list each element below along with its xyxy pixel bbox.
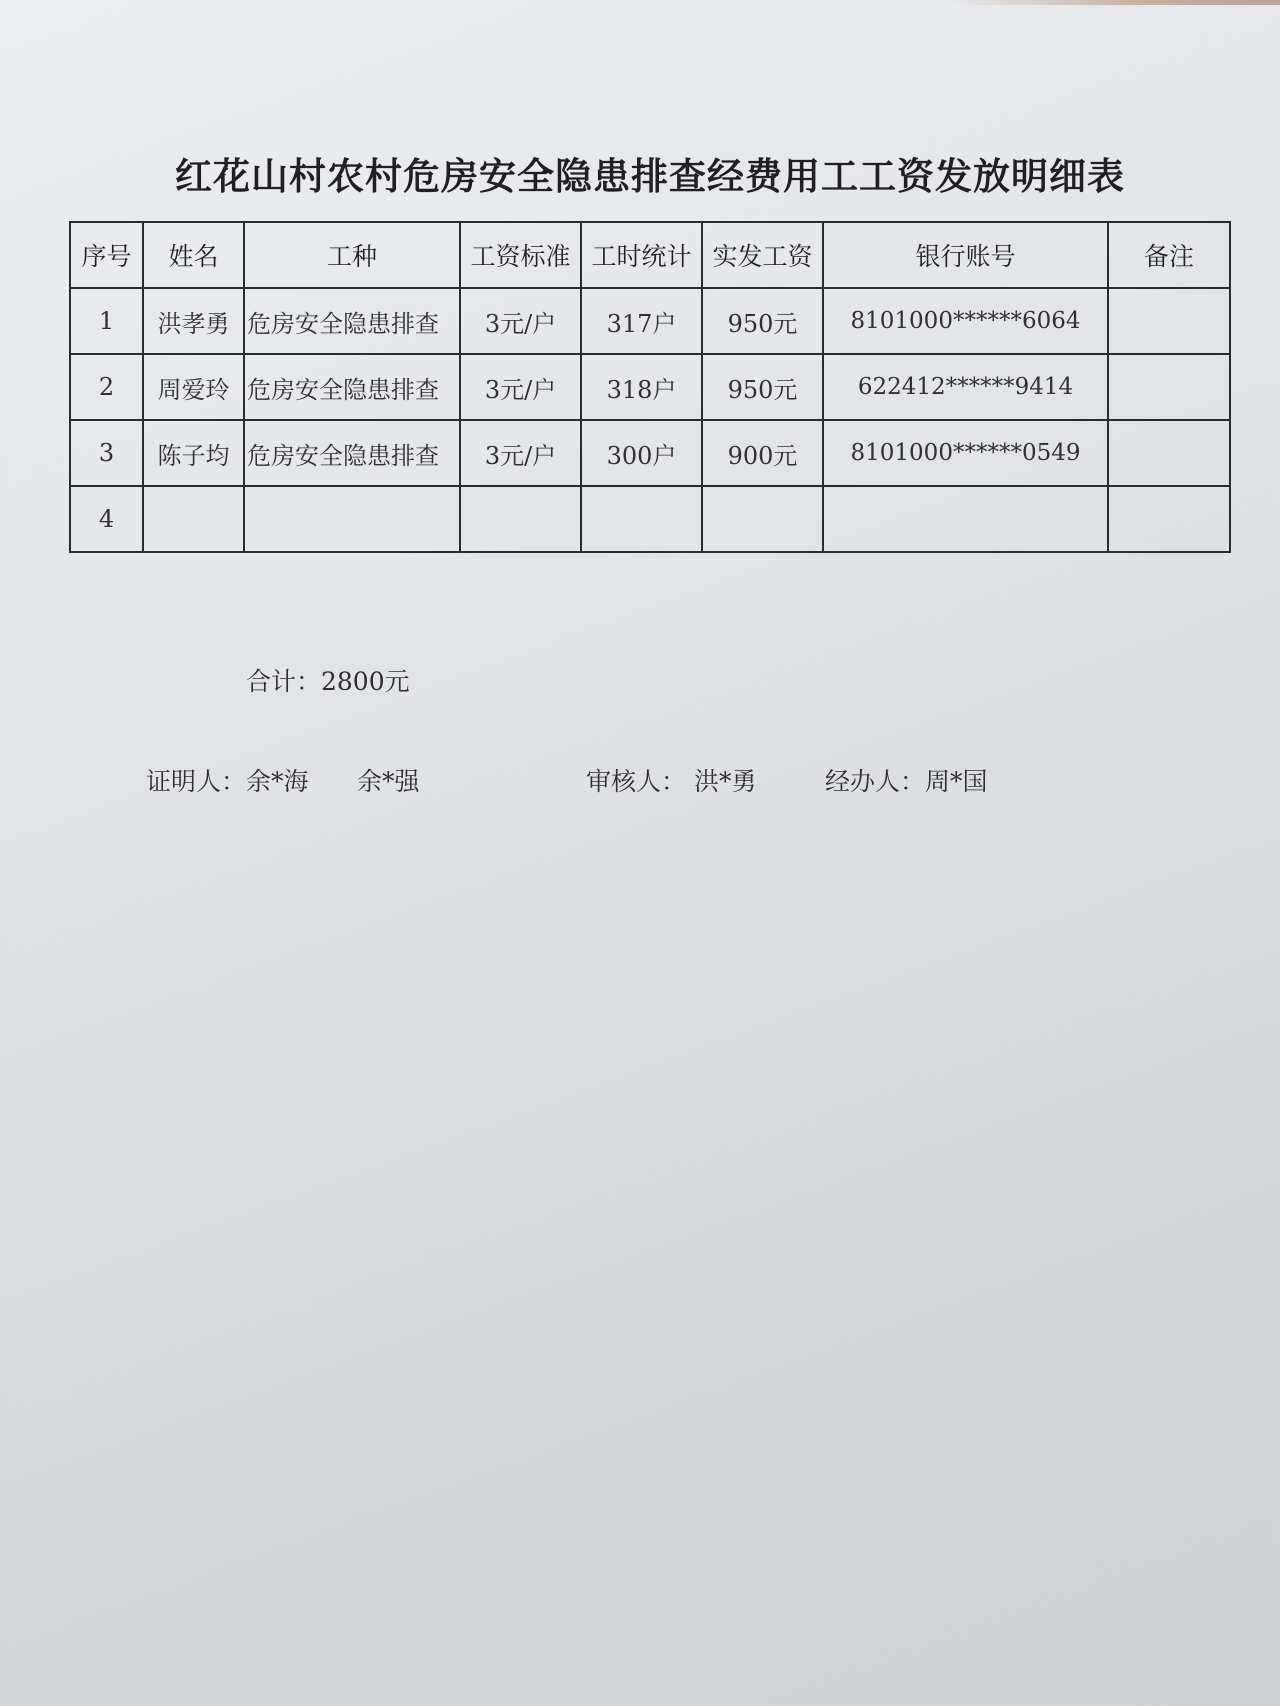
cell-hours xyxy=(581,486,702,552)
cell-hours: 317户 xyxy=(581,288,702,354)
header-cell-pay: 实发工资 xyxy=(702,222,823,288)
cell-job: 危房安全隐患排查 xyxy=(244,420,460,486)
cell-name: 周爱玲 xyxy=(143,354,244,420)
cell-rate: 3元/户 xyxy=(460,420,581,486)
cell-account: 622412******9414 xyxy=(823,354,1108,420)
cell-name: 洪孝勇 xyxy=(143,288,244,354)
cell-account xyxy=(823,486,1108,552)
header-cell-name: 姓名 xyxy=(143,222,244,288)
cell-rate: 3元/户 xyxy=(460,288,581,354)
cell-no: 4 xyxy=(70,486,143,552)
table-row xyxy=(70,354,1230,420)
header-cell-note: 备注 xyxy=(1108,222,1230,288)
cell-job: 危房安全隐患排查 xyxy=(244,288,460,354)
header-cell-rate: 工资标准 xyxy=(460,222,581,288)
cell-account: 8101000******0549 xyxy=(823,420,1108,486)
cell-hours: 318户 xyxy=(581,354,702,420)
cell-hours: 300户 xyxy=(581,420,702,486)
table-row xyxy=(70,420,1230,486)
cell-name: 陈子均 xyxy=(143,420,244,486)
cell-job: 危房安全隐患排查 xyxy=(244,354,460,420)
witness-signature: 证明人：余*海 xyxy=(146,767,309,796)
wage-table xyxy=(69,221,1231,553)
cell-account: 8101000******6064 xyxy=(823,288,1108,354)
total-amount: 合计：2800元 xyxy=(246,667,410,696)
cell-note xyxy=(1108,420,1230,486)
cell-pay: 950元 xyxy=(702,288,823,354)
page-title: 红花山村农村危房安全隐患排查经费用工工资发放明细表 xyxy=(175,154,1125,198)
cell-note xyxy=(1108,486,1230,552)
cell-no: 3 xyxy=(70,420,143,486)
cell-pay xyxy=(702,486,823,552)
cell-no: 1 xyxy=(70,288,143,354)
header-cell-job: 工种 xyxy=(244,222,460,288)
cell-no: 2 xyxy=(70,354,143,420)
cell-pay: 900元 xyxy=(702,420,823,486)
table-row xyxy=(70,288,1230,354)
witness-signature-2: 余*强 xyxy=(357,767,420,796)
handler-signature: 经办人：周*国 xyxy=(825,767,988,796)
paper-edge-mark xyxy=(950,0,1280,5)
header-cell-no: 序号 xyxy=(70,222,143,288)
cell-name xyxy=(143,486,244,552)
cell-rate xyxy=(460,486,581,552)
cell-rate: 3元/户 xyxy=(460,354,581,420)
table-header-row xyxy=(70,222,1230,288)
cell-pay: 950元 xyxy=(702,354,823,420)
cell-note xyxy=(1108,354,1230,420)
table-row xyxy=(70,486,1230,552)
reviewer-signature: 审核人： 洪*勇 xyxy=(586,767,757,796)
cell-job xyxy=(244,486,460,552)
cell-note xyxy=(1108,288,1230,354)
header-cell-hours: 工时统计 xyxy=(581,222,702,288)
header-cell-account: 银行账号 xyxy=(823,222,1108,288)
